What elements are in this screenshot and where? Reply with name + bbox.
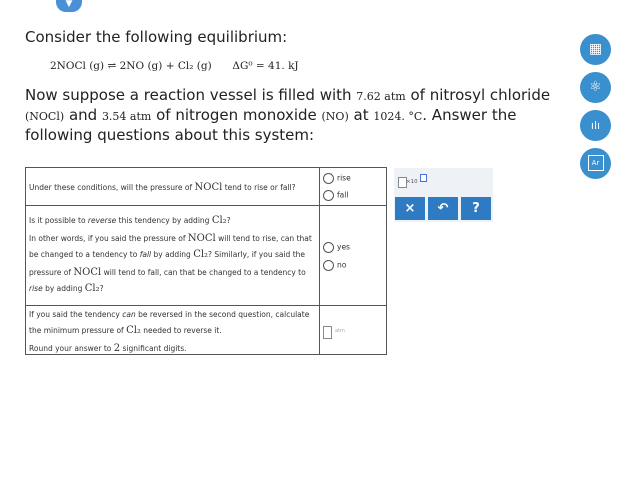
q-text: Under these conditions, will the pressure of — [29, 183, 195, 192]
help-button[interactable] — [461, 197, 491, 220]
equation-products: 2NO (g) + Cl₂ (g) — [119, 60, 212, 72]
temperature: 1024. °C — [373, 110, 423, 123]
q-emph: can — [122, 310, 136, 319]
option-label: yes — [337, 242, 350, 252]
questions-table — [25, 167, 387, 355]
option-yes[interactable] — [323, 242, 350, 253]
cl2-pressure-input[interactable] — [323, 326, 332, 339]
clear-button[interactable] — [395, 197, 425, 220]
unit-label: atm — [335, 328, 345, 334]
q-text: significant digits. — [120, 344, 187, 353]
q-text: ? Similarly, if you said the — [208, 250, 306, 259]
help-icon: ? — [472, 201, 480, 216]
calculator-icon: ▦ — [588, 41, 603, 57]
intro-text: . Answer the following questions about this system: — [25, 106, 517, 144]
data-button[interactable] — [580, 110, 611, 141]
intro-text: of nitrogen monoxide — [151, 106, 322, 124]
q-emph: rise — [29, 284, 43, 293]
delta-g: ΔG⁰ = 41. kJ — [232, 60, 299, 72]
question-1-text — [29, 180, 317, 196]
question-row-3 — [26, 305, 386, 356]
option-label: rise — [337, 173, 351, 183]
q-species: Cl₂ — [126, 325, 141, 336]
periodic-table-button[interactable] — [580, 72, 611, 103]
intro-text: of nitrosyl chloride — [405, 86, 551, 104]
q-text: will tend to rise, can that — [215, 234, 312, 243]
q-emph: reverse — [87, 216, 117, 225]
answer-tools-panel — [394, 168, 493, 222]
option-fall[interactable] — [323, 190, 348, 201]
option-rise[interactable] — [323, 173, 351, 184]
q-text: In other words, if you said the pressure of — [29, 234, 188, 243]
equilibrium-arrow: ⇌ — [107, 60, 117, 72]
q-species: Cl₂ — [211, 215, 227, 226]
undo-button[interactable] — [428, 197, 458, 220]
intro-text: and — [64, 106, 102, 124]
q-text: If you said the tendency — [29, 310, 123, 319]
intro-text: Now suppose a reaction vessel is filled with — [25, 86, 357, 104]
equation-reactants: 2NOCl (g) — [50, 60, 105, 72]
nocl-formula: (NOCl) — [25, 110, 65, 123]
sci-notation-label: ×10 — [406, 179, 418, 185]
question-2-text — [29, 213, 317, 297]
problem-intro — [25, 86, 565, 145]
q-text: pressure of — [29, 268, 74, 277]
q-species: Cl₂ — [193, 249, 209, 260]
no-pressure: 3.54 atm — [101, 110, 152, 123]
sci-notation-exponent[interactable] — [420, 174, 427, 182]
q-text: ? — [99, 284, 104, 293]
q-text: the minimum pressure of — [29, 326, 127, 335]
nocl-pressure: 7.62 atm — [356, 90, 406, 103]
option-no[interactable] — [323, 260, 346, 271]
equilibrium-equation — [50, 60, 299, 72]
q-species: Cl₂ — [84, 283, 100, 294]
q-emph: fall — [139, 250, 152, 259]
q-text: Round your answer to — [29, 344, 114, 353]
q-text: by adding — [42, 284, 85, 293]
q-text: by adding — [151, 250, 194, 259]
question-row-1 — [26, 168, 386, 205]
q-text: be reversed in the second question, calculate — [135, 310, 310, 319]
q-text: will tend to fall, can that be changed to a tendency to — [101, 268, 306, 277]
q-species: NOCl — [187, 233, 216, 244]
q-text: this tendency by adding — [116, 216, 212, 225]
atom-icon: ⚛ — [589, 79, 602, 95]
question-3-text — [29, 307, 317, 357]
calculator-button[interactable] — [580, 34, 611, 65]
element-button[interactable] — [580, 148, 611, 179]
no-formula: (NO) — [321, 110, 349, 123]
q-text: tend to rise or fall? — [222, 183, 296, 192]
radio-no[interactable] — [323, 260, 334, 271]
q-species: NOCl — [73, 267, 102, 278]
close-icon: × — [404, 201, 416, 216]
q-text: be changed to a tendency to — [29, 250, 140, 259]
element-tile-icon: Ar — [588, 155, 604, 171]
radio-fall[interactable] — [323, 190, 334, 201]
page-title: Consider the following equilibrium: — [25, 28, 288, 46]
radio-rise[interactable] — [323, 173, 334, 184]
radio-yes[interactable] — [323, 242, 334, 253]
option-label: fall — [337, 190, 349, 200]
q-number: 2 — [113, 343, 121, 354]
q-species: NOCl — [194, 182, 223, 193]
intro-text: at — [348, 106, 374, 124]
q-text: Is it possible to — [29, 216, 88, 225]
chevron-down-icon: ▼ — [65, 0, 73, 9]
q-text: needed to reverse it. — [140, 326, 222, 335]
q-text: ? — [226, 216, 231, 225]
option-label: no — [337, 260, 347, 270]
bar-chart-icon: ılı — [590, 119, 601, 132]
undo-icon: ↶ — [437, 201, 449, 216]
collapse-toggle[interactable] — [56, 0, 82, 12]
question-row-2 — [26, 205, 386, 306]
